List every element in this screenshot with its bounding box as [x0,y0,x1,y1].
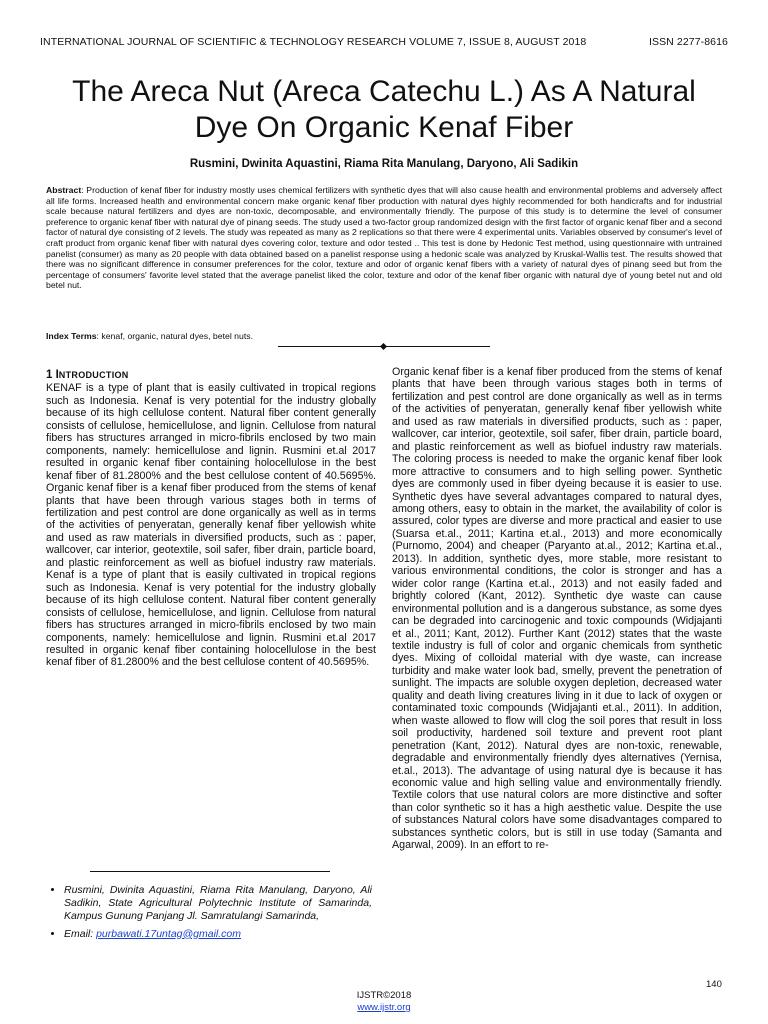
abstract-label: Abstract [46,185,82,195]
divider-diamond-icon [380,343,387,350]
index-terms-label: Index Terms [46,331,97,341]
right-column [392,366,722,852]
issn-label: ISSN 2277-8616 [648,36,728,48]
index-terms [46,331,722,341]
paper-title-line-2: Dye On Organic Kenaf Fiber [194,111,574,144]
index-terms-text: : kenaf, organic, natural dyes, betel nuts. [96,331,254,341]
abstract-text: : Production of kenaf fiber for industry mostly uses chemical fertilizers with synthetic dyes that will also cause health and environmental problems and adversely affect all life forms. Increased health and environmental concern make organic kenaf fiber production with natural dyes highly recommended for both handicrafts and for industrial scale because natural fertilizers and dyes are non-toxic, decomposable, and environmentally friendly. The purpose of this study is to determine the level of consumer preference to organic kenaf fiber with natural dye of pinang seeds. The study used a two-factor group randomized design with the first factor of organic kenaf fiber and a second factor of natural dye consisting of 2 levels. The study was repeated as many as 2 replications so that there were 4 experimental units. Variables observed by consumer's level of craft product from organic kenaf fiber with natural dyes covering color, texture and odor tested .. This test is done by Hedonic Test method, using questionnaire with untrained panelist (consumer) as many as 20 people with data obtained based on a panelist response using a hedonic scale was analyzed by Kruskal-Wallis test. The results showed that there was no significant difference in consumer preferences for the color, texture and odor of organic kenaf fibers with a variety of natural dyes of pinang seed but from the percentage of consumers' favorite level stated that the average panelist liked the color, texture and odor of the kenaf fiber organic with natural dye of young betel nut and old betel nut. [46,185,722,291]
page-number: 140 [706,979,722,990]
website-link[interactable]: www.ijstr.org [357,1002,411,1013]
email-label: Email: [64,927,97,940]
footnote-rule [90,871,330,872]
right-column-body: Organic kenaf fiber is a kenaf fiber produced from the stems of kenaf plants that have been through various stages both in terms of fertilization and pest control are done organically as well as in terms of the activities of penyeratan, generally kenaf fiber yellowish white and used as raw materials in diversified products, such as : paper, wallcover, car interior, geotextile, soil safer, fiber drain, particle board, and plastic reinforcement as well as biofuel industry raw materials. The coloring process is needed to make the organic kenaf fiber look more attractive to consumers and to high selling power. Synthetic dyes are commonly used in fiber dyeing because it is easier to use. Synthetic dyes have several advantages compared to natural dyes, among others, easy to obtain in the market, the availability of color is assured, color types are diverse and more practical and easier to use (Suarsa et.al., 2011; Kartina et.al., 2013) and more economically (Purnomo, 2004) and cheaper (Paryanto at.al., 2012; Kartina et.al., 2013). In addition, synthetic dyes, more stable, more resistant to various environmental conditions, the color is stronger and has a wider color range (Kartina et.al., 2013) and not easily faded and brightly colored (Kant, 2012). Synthetic dye waste can cause environmental pollution and is a dangerous substance, as some dyes can be degraded into carcinogenic and toxic compounds (Widjajanti et al., 2011; Kant, 2012). Further Kant (2012) states that the waste textile industry is full of color and organic chemicals from synthetic dyes. Mixing of colloidal material with dye waste, can increase turbidity and make water look bad, smelly, prevent the penetration of sunlight. The impacts are soluble oxygen depletion, decreased water quality and death living creatures living in it due to lack of oxygen or contaminated toxic compounds (Widjajanti et.al., 2011). In addition, when waste allowed to flow will clog the soil pores that result in loss soil productivity, hardened soil texture and prevent root plant penetration (Kant, 2012). Natural dyes are non-toxic, renewable, degradable and environmentally friendly dyes alternatives (Yernisa, et.al., 2013). The advantage of using natural dye is because it has economic value and high selling value and environmentally friendly. Textile colors that use natural colors are more distinctive and softer than color synthetic so it has a high aesthetic value. Despite the use of substances Natural colors have some disadvantages compared to substances synthetic colors, but is still in use today (Samanta and Agarwal, 2009). In an effort to re- [392,366,722,852]
paper-title [40,74,728,146]
footnote-email [64,928,372,941]
footnotes [50,884,372,945]
copyright-text: IJSTR©2018 [356,990,412,1001]
section-number: 1 I [46,369,59,381]
page-footer [0,990,768,1014]
paper-title-line-1: The Areca Nut (Areca Catechu L.) As A Natural [72,75,696,108]
abstract [46,185,722,291]
footnote-affiliation: • Rusmini, Dwinita Aquastini, Riama Rita Manulang, Daryono, Ali Sadikin, State Agricultural Polytechnic Institute of Samarinda, Kampus Gunung Panjang Jl. Samratulangi Samarinda, [64,884,372,924]
left-column-body: KENAF is a type of plant that is easily cultivated in tropical regions such as Indonesia. Kenaf is very potential for the industry globally because of its high cellulose content. Natural fiber content generally consists of cellulose, hemicellulose, and lignin. Cellulose from natural fibers has structures arranged in micro-fibrils enclosed by two main components, namely: hemicellulose and lignin. Rusmini et.al 2017 resulted in organic kenaf fiber containing holocellulose in the best kenaf fiber of 81.2800% and the best cellulose content of 40.5695%. Organic kenaf fiber is a kenaf fiber produced from the stems of kenaf plants that have been through various stages both in terms of fertilization and pest control are done organically as well as in terms of the activities of penyeratan, generally kenaf fiber yellowish white and used as raw materials in diversified products, such as : paper, wallcover, car interior, geotextile, soil safer, fiber drain, particle board, and plastic reinforcement as well as biofuel industry raw materials. Kenaf is a type of plant that is easily cultivated in tropical regions such as Indonesia. Kenaf is very potential for the industry globally because of its high cellulose content. Natural fiber content generally consists of cellulose, hemicellulose, and lignin. Cellulose from natural fibers has structures arranged in micro-fibrils enclosed by two main components, namely: hemicellulose and lignin. Rusmini et.al 2017 resulted in organic kenaf fiber containing holocellulose in the best kenaf fiber of 81.2800% and the best cellulose content of 40.5695%. [46,382,376,669]
left-column [46,369,376,669]
section-heading-text: NTRODUCTION [58,370,129,380]
section-heading-introduction [46,369,376,381]
email-link[interactable]: purbawati.17untag@gmail.com [96,927,241,940]
author-list: Rusmini, Dwinita Aquastini, Riama Rita Manulang, Daryono, Ali Sadikin [189,158,579,170]
journal-header: INTERNATIONAL JOURNAL OF SCIENTIFIC & TECHNOLOGY RESEARCH VOLUME 7, ISSUE 8, AUGUST 2018 [40,36,587,48]
